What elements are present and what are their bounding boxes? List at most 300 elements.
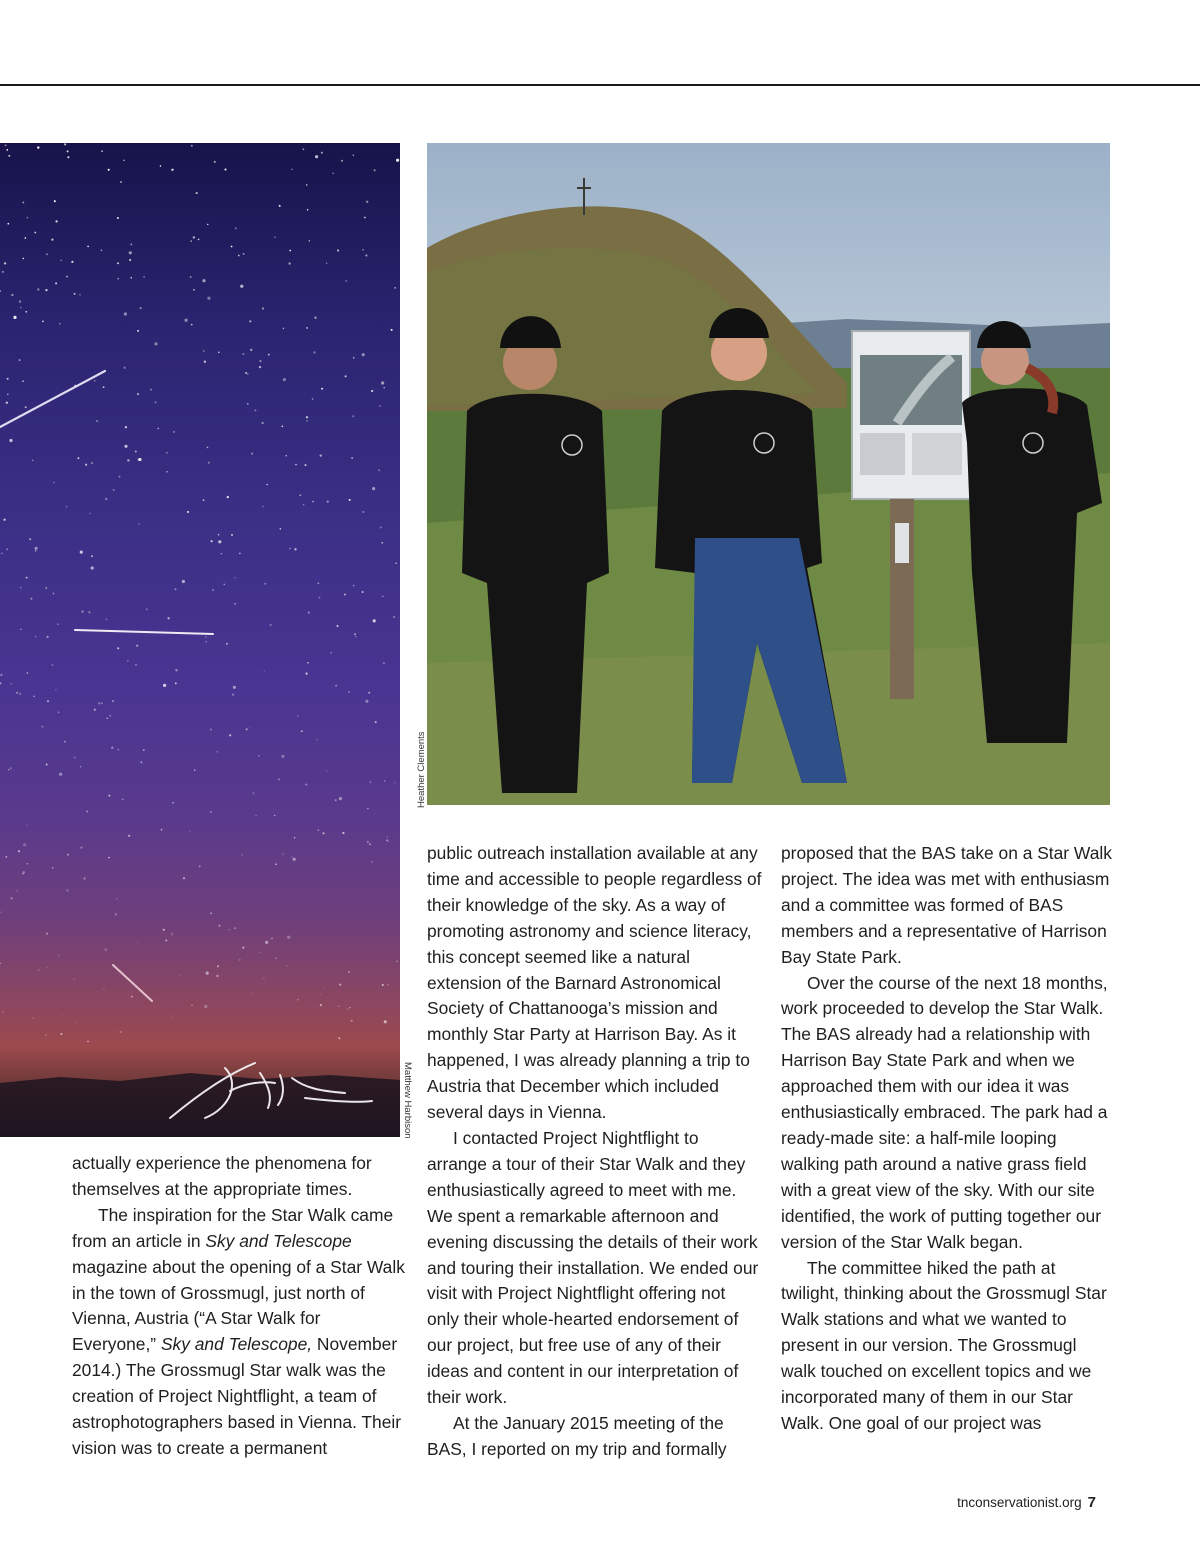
- star: [11, 897, 13, 899]
- star: [396, 159, 399, 162]
- star: [395, 562, 397, 564]
- star: [67, 150, 69, 152]
- star: [66, 889, 69, 892]
- star: [371, 861, 373, 863]
- star: [108, 169, 110, 171]
- star: [111, 747, 113, 749]
- text-column-3: [781, 841, 1116, 1437]
- star: [137, 330, 139, 332]
- star: [274, 237, 275, 238]
- star: [229, 734, 231, 736]
- star: [228, 929, 229, 930]
- star: [205, 636, 207, 638]
- star: [80, 847, 82, 849]
- star: [117, 217, 119, 219]
- star: [27, 217, 29, 219]
- star: [46, 764, 48, 766]
- star: [112, 700, 114, 702]
- star: [143, 749, 145, 751]
- star: [96, 420, 98, 422]
- star: [161, 829, 163, 831]
- star: [264, 670, 266, 672]
- star: [64, 143, 66, 145]
- star: [58, 711, 60, 713]
- star: [57, 623, 59, 625]
- star: [46, 253, 48, 255]
- star: [307, 662, 309, 664]
- star: [293, 858, 296, 861]
- star: [231, 534, 233, 536]
- page-footer: [957, 1494, 1096, 1511]
- star: [337, 625, 339, 627]
- star: [234, 577, 236, 579]
- star: [170, 932, 173, 935]
- star: [341, 160, 343, 162]
- star: [384, 780, 386, 782]
- star: [217, 751, 219, 753]
- star: [94, 380, 96, 382]
- star: [154, 342, 157, 345]
- star: [35, 636, 37, 638]
- star: [66, 276, 68, 278]
- star: [291, 169, 293, 171]
- star: [172, 802, 174, 804]
- star: [240, 285, 243, 288]
- star: [8, 155, 10, 157]
- star: [227, 496, 229, 498]
- star: [7, 394, 9, 396]
- star: [234, 603, 236, 605]
- star: [294, 837, 296, 839]
- star: [366, 201, 368, 203]
- star: [193, 289, 195, 291]
- star: [104, 948, 107, 951]
- star: [9, 439, 12, 442]
- star: [262, 307, 264, 309]
- star: [29, 538, 31, 540]
- star: [123, 160, 124, 161]
- star: [371, 390, 373, 392]
- star: [171, 1015, 173, 1017]
- star: [139, 307, 141, 309]
- star: [266, 484, 267, 485]
- star: [175, 669, 177, 671]
- group-photo: [427, 143, 1110, 805]
- star: [182, 580, 185, 583]
- star: [383, 387, 385, 389]
- star: [22, 201, 24, 203]
- star: [270, 624, 272, 626]
- star: [210, 811, 212, 813]
- star: [216, 975, 218, 977]
- star: [382, 984, 384, 986]
- star: [353, 154, 354, 155]
- star: [20, 587, 22, 589]
- footer-site[interactable]: tnconservationist.org: [957, 1495, 1082, 1510]
- star: [214, 161, 216, 163]
- star: [106, 718, 107, 719]
- star: [179, 974, 181, 976]
- star: [129, 259, 131, 261]
- star: [250, 992, 253, 995]
- star: [381, 542, 383, 544]
- star: [348, 691, 349, 692]
- star: [301, 730, 303, 732]
- star: [318, 829, 320, 831]
- star: [223, 584, 225, 586]
- star: [372, 487, 375, 490]
- star: [163, 684, 166, 687]
- star: [26, 824, 28, 826]
- star: [394, 287, 396, 289]
- star: [23, 843, 26, 846]
- star: [18, 850, 20, 852]
- star: [210, 912, 212, 914]
- star: [138, 458, 140, 460]
- star: [353, 357, 355, 359]
- star: [32, 460, 34, 462]
- star: [4, 262, 6, 264]
- star: [211, 540, 213, 542]
- star: [135, 664, 137, 666]
- star: [231, 246, 233, 248]
- star: [113, 1017, 115, 1019]
- star: [330, 652, 332, 654]
- star: [239, 553, 241, 555]
- star: [117, 749, 119, 751]
- star: [207, 447, 209, 449]
- star: [191, 1004, 193, 1006]
- star: [125, 426, 127, 428]
- star: [59, 773, 62, 776]
- text-span: The inspiration for the Star Walk came from an article in: [72, 1204, 394, 1251]
- star: [173, 431, 174, 432]
- star: [137, 942, 139, 944]
- star: [394, 782, 395, 783]
- star: [251, 453, 253, 455]
- star: [275, 957, 277, 959]
- star: [258, 755, 260, 757]
- star: [383, 662, 385, 664]
- star: [167, 617, 169, 619]
- star: [123, 367, 125, 369]
- star-field-photo: [0, 143, 400, 1137]
- star: [86, 811, 88, 813]
- star: [252, 792, 254, 794]
- star: [349, 1007, 350, 1008]
- star: [315, 155, 318, 158]
- star: [77, 457, 79, 459]
- star: [109, 715, 111, 717]
- star: [52, 867, 54, 869]
- star: [391, 329, 393, 331]
- star: [54, 200, 56, 202]
- star: [136, 645, 138, 647]
- star: [87, 1041, 89, 1043]
- star: [262, 506, 264, 508]
- meteor-3: [113, 965, 152, 1001]
- star: [243, 253, 245, 255]
- star: [165, 939, 167, 941]
- star: [255, 815, 256, 816]
- star: [259, 366, 261, 368]
- text-span: magazine about the opening of a Star Walk in the town of Grossmugl, just north of Vienna, Austria (“A Star Walk for Everyone,”: [72, 1256, 405, 1355]
- star: [379, 405, 381, 407]
- star: [393, 616, 395, 618]
- star: [283, 328, 284, 329]
- star: [246, 728, 248, 730]
- star: [20, 307, 22, 309]
- star: [307, 209, 309, 211]
- star: [33, 696, 35, 698]
- star: [19, 300, 21, 302]
- star: [335, 685, 337, 687]
- star: [2, 271, 4, 273]
- stars: [0, 143, 399, 1042]
- star: [283, 378, 286, 381]
- star: [282, 853, 284, 855]
- star: [261, 422, 263, 424]
- star: [264, 583, 266, 585]
- star: [53, 482, 55, 484]
- star: [0, 290, 1, 291]
- star: [207, 297, 210, 300]
- star: [117, 262, 119, 264]
- star: [88, 611, 90, 613]
- star: [47, 636, 49, 638]
- star: [382, 596, 384, 598]
- star: [11, 294, 13, 296]
- paragraph: public outreach installation available at any time and accessible to people regardless of their knowledge of the sky. As a way of promoting astronomy and science literacy, this concept seemed like a natural extension of the Barnard Astronomical Society of Chattanooga’s mission and monthly Star Party at Harrison Bay. As it happened, I was already planning a trip to Austria that December which included several days in Vienna.: [427, 843, 762, 1123]
- star: [55, 282, 57, 284]
- star: [339, 984, 341, 986]
- star: [344, 375, 346, 377]
- star: [37, 288, 39, 290]
- star: [193, 236, 195, 238]
- star: [131, 996, 133, 998]
- star: [58, 954, 60, 956]
- star: [241, 854, 243, 856]
- star: [32, 1017, 33, 1018]
- star: [218, 540, 221, 543]
- star: [306, 420, 308, 422]
- star: [34, 232, 36, 234]
- star: [13, 316, 16, 319]
- horizon-silhouette: [0, 1073, 400, 1137]
- star: [206, 972, 209, 975]
- star: [0, 682, 1, 684]
- star: [274, 815, 275, 816]
- star: [354, 633, 356, 635]
- star: [242, 353, 244, 355]
- star: [166, 471, 168, 473]
- star: [51, 238, 53, 240]
- star: [74, 757, 76, 759]
- star: [163, 929, 165, 931]
- star: [129, 251, 132, 254]
- star: [351, 1020, 353, 1022]
- star: [345, 280, 347, 282]
- star: [26, 577, 28, 579]
- star: [338, 1037, 340, 1039]
- star: [19, 693, 21, 695]
- star: [362, 249, 364, 251]
- star: [105, 498, 107, 500]
- star: [67, 854, 69, 856]
- star: [254, 409, 256, 411]
- star: [80, 766, 82, 768]
- star: [55, 689, 57, 691]
- paragraph: actually experience the phenomena for themselves at the appropriate times.: [72, 1153, 372, 1199]
- star: [308, 612, 310, 614]
- star: [87, 246, 89, 248]
- star: [235, 227, 237, 229]
- star: [189, 831, 190, 832]
- star: [219, 925, 221, 927]
- star: [380, 526, 382, 528]
- italic-title: Sky and Telescope,: [160, 1334, 313, 1355]
- star: [91, 566, 94, 569]
- star: [305, 672, 307, 674]
- star: [6, 548, 8, 550]
- star: [23, 871, 25, 873]
- star: [19, 359, 21, 361]
- star: [59, 323, 61, 325]
- star: [335, 799, 337, 801]
- star: [268, 354, 270, 356]
- italic-title: Sky and Telescope: [205, 1230, 352, 1251]
- star: [75, 1021, 77, 1023]
- star: [314, 317, 316, 319]
- star: [113, 489, 115, 491]
- star: [321, 388, 323, 390]
- star: [191, 324, 193, 326]
- top-rule: [0, 84, 1200, 86]
- star: [127, 993, 129, 995]
- star: [175, 588, 177, 590]
- star: [388, 841, 389, 842]
- star: [249, 320, 251, 322]
- star: [120, 181, 122, 183]
- star: [312, 501, 314, 503]
- meteor-2: [75, 630, 213, 634]
- paragraph: I contacted Project Nightflight to arrange a tour of their Star Walk and they enthusiastically agreed to meet with me. We spent a remarkable afternoon and evening discussing the details of their work and touring their installation. We ended our visit with Project Nightflight offering not only their whole-hearted endorsement of our project, but free use of any of their ideas and content in our interpretation of their work.: [427, 1127, 759, 1408]
- star: [64, 741, 66, 743]
- star: [41, 726, 43, 728]
- star: [287, 936, 290, 939]
- star: [157, 428, 158, 429]
- star: [316, 739, 318, 741]
- star: [364, 217, 366, 219]
- star: [233, 686, 236, 689]
- star: [83, 877, 85, 879]
- star: [352, 415, 354, 417]
- star: [5, 856, 7, 858]
- star: [24, 237, 26, 239]
- star: [79, 294, 81, 296]
- star: [23, 258, 25, 260]
- star: [320, 454, 322, 456]
- star: [143, 276, 145, 278]
- star: [205, 641, 207, 643]
- star: [91, 555, 93, 557]
- star: [322, 832, 324, 834]
- star: [332, 173, 334, 175]
- star: [202, 279, 205, 282]
- star: [347, 1008, 349, 1010]
- star: [375, 721, 377, 723]
- star: [306, 184, 308, 186]
- star: [278, 778, 280, 780]
- star: [47, 700, 49, 702]
- star: [98, 702, 100, 704]
- star: [259, 952, 261, 954]
- star: [247, 403, 249, 405]
- star: [365, 254, 367, 256]
- paragraph: proposed that the BAS take on a Star Walk project. The idea was met with enthusiasm and a committee was formed of BAS members and a representative of Harrison Bay State Park.: [781, 843, 1112, 967]
- star: [305, 783, 307, 785]
- star: [378, 469, 380, 471]
- star: [171, 169, 173, 171]
- star: [362, 353, 365, 356]
- star: [127, 660, 129, 662]
- star: [27, 672, 29, 674]
- star: [27, 863, 29, 865]
- star: [191, 145, 193, 147]
- star: [146, 608, 148, 610]
- star: [135, 450, 137, 452]
- star: [234, 927, 236, 929]
- star: [210, 729, 212, 731]
- star: [198, 239, 200, 241]
- star: [348, 971, 350, 973]
- star: [16, 890, 18, 892]
- star: [339, 797, 342, 800]
- star: [321, 152, 323, 154]
- star: [46, 933, 48, 935]
- star: [30, 598, 32, 600]
- star: [74, 293, 76, 295]
- star: [94, 709, 96, 711]
- star: [295, 464, 297, 466]
- star: [203, 350, 204, 351]
- star: [138, 523, 140, 525]
- star: [45, 289, 47, 291]
- star: [320, 994, 321, 995]
- star: [306, 327, 308, 329]
- star: [204, 1005, 207, 1008]
- star: [245, 372, 247, 374]
- star: [199, 865, 201, 867]
- star: [275, 863, 277, 865]
- star: [25, 406, 27, 408]
- star: [289, 250, 291, 252]
- star: [317, 582, 319, 584]
- photo-credit-right: Heather Clements: [416, 731, 427, 808]
- star: [10, 683, 12, 685]
- star: [196, 192, 198, 194]
- star: [35, 550, 37, 552]
- star: [106, 619, 108, 621]
- text-column-2: [427, 841, 762, 1463]
- star: [212, 589, 214, 591]
- star: [299, 494, 301, 496]
- star: [42, 320, 44, 322]
- star: [191, 240, 192, 241]
- star: [288, 262, 290, 264]
- star: [128, 835, 130, 837]
- star: [38, 969, 40, 971]
